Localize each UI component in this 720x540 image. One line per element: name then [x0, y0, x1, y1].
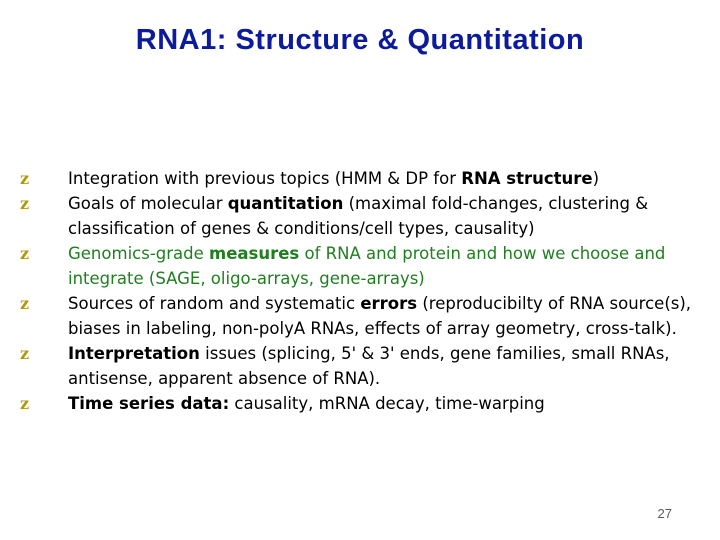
bullet-text: Goals of molecular quantitation (maximal fold-changes, clustering & classification of genes & conditions/cell types, causality): [68, 194, 649, 238]
page-number: 27: [657, 506, 672, 521]
bullet-item: [20, 291, 700, 341]
bullet-item: [20, 166, 700, 191]
bullet-item: [20, 241, 700, 291]
bullet-marker-icon: z: [20, 394, 30, 413]
bullet-item: [20, 391, 700, 416]
bullet-marker-icon: z: [20, 194, 30, 213]
bullet-marker-icon: z: [20, 344, 30, 363]
bullet-list: [20, 166, 700, 416]
bullet-marker-icon: z: [20, 169, 30, 188]
bullet-item: [20, 191, 700, 241]
bullet-marker-icon: z: [20, 294, 30, 313]
bullet-text: Genomics-grade measures of RNA and protein and how we choose and integrate (SAGE, oligo-arrays, gene-arrays): [68, 244, 666, 288]
bullet-marker-icon: z: [20, 244, 30, 263]
bullet-text: Interpretation issues (splicing, 5' & 3' ends, gene families, small RNAs, antisense, apparent absence of RNA).: [68, 344, 670, 388]
bullet-text: Sources of random and systematic errors (reproducibilty of RNA source(s), biases in labeling, non-polyA RNAs, effects of array geometry, cross-talk).: [68, 294, 692, 338]
bullet-text: Time series data: causality, mRNA decay, time-warping: [68, 394, 545, 413]
bullet-text: Integration with previous topics (HMM & DP for RNA structure): [68, 169, 600, 188]
bullet-item: [20, 341, 700, 391]
slide-title: RNA1: Structure & Quantitation: [135, 24, 585, 56]
